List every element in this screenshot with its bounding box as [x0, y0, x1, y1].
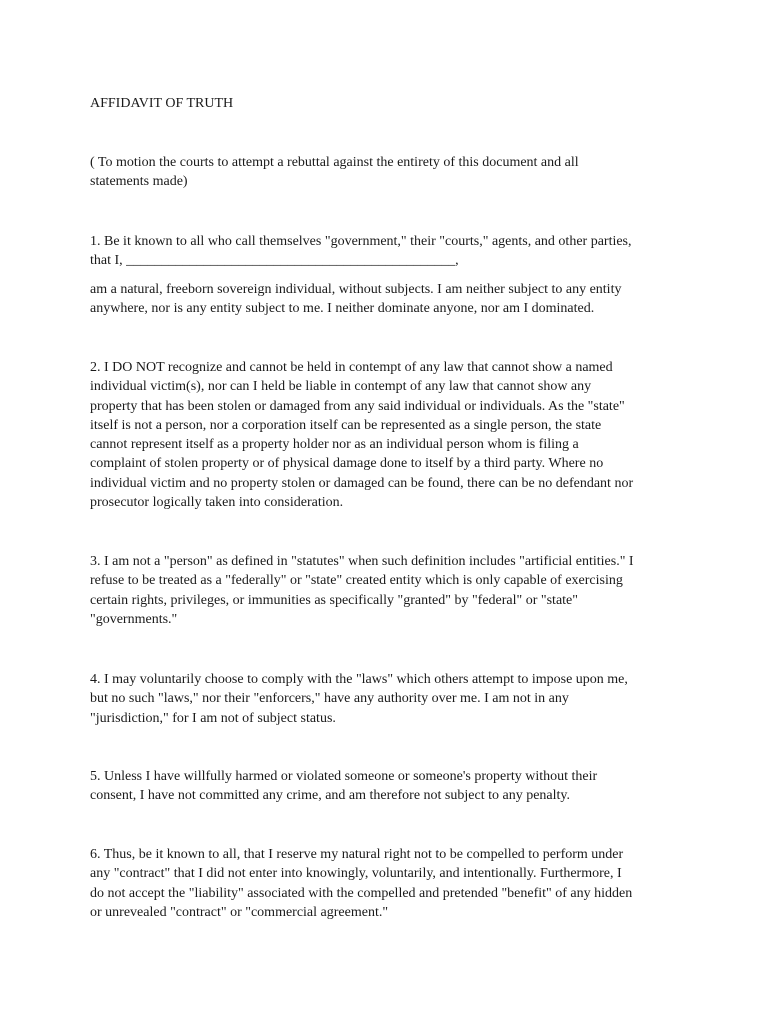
paragraph-5: 5. Unless I have willfully harmed or violated someone or someone's property without their consent, I have not committed any crime, and am therefore not subject to any penalty.: [90, 769, 598, 804]
paragraph-1-declaration: 1. Be it known to all who call themselves "government," their "courts," agents, and other parties, that I, _______________________________________________,: [90, 234, 632, 269]
paragraph-4: 4. I may voluntarily choose to comply with the "laws" which others attempt to impose upon me, but no such "laws," nor their "enforcers," have any authority over me. I am not in any "jurisdiction," for I am not of subject status.: [90, 672, 628, 726]
paragraph-3: 3. I am not a "person" as defined in "statutes" when such definition includes "artificial entities." I refuse to be treated as a "federally" or "state" created entity which is only capable of exercising certain rights, privileges, or immunities as specifically "granted" by "federal" or "state" "governments.": [90, 554, 634, 627]
document-title: AFFIDAVIT OF TRUTH: [90, 96, 234, 111]
paragraph-6: 6. Thus, be it known to all, that I reserve my natural right not to be compelled to perform under any "contract" that I did not enter into knowingly, voluntarily, and intentionally. Furthermore, I do not accept the "liability" associated with the compelled and pretended "benefit" of any hidden or unrevealed "contract" or "commercial agreement.": [90, 847, 633, 920]
paragraph-1-continuation: am a natural, freeborn sovereign individual, without subjects. I am neither subject to any entity anywhere, nor is any entity subject to me. I neither dominate anyone, nor am I dominated.: [90, 282, 622, 317]
paragraph-2: 2. I DO NOT recognize and cannot be held in contempt of any law that cannot show a named individual victim(s), nor can I held be liable in contempt of any law that cannot show any property that has been stolen or damaged from any said individual or individuals. As the "state" itself is not a person, nor a corporation itself can be represented as a single person, the state cannot represent itself as a property holder nor as an individual person whom is filing a complaint of stolen property or of physical damage done to itself by a third party. Where no individual victim and no property stolen or damaged can be found, there can be no defendant nor prosecutor logically taken into consideration.: [90, 360, 634, 511]
document-intro: ( To motion the courts to attempt a rebuttal against the entirety of this document and all statements made): [90, 155, 579, 190]
